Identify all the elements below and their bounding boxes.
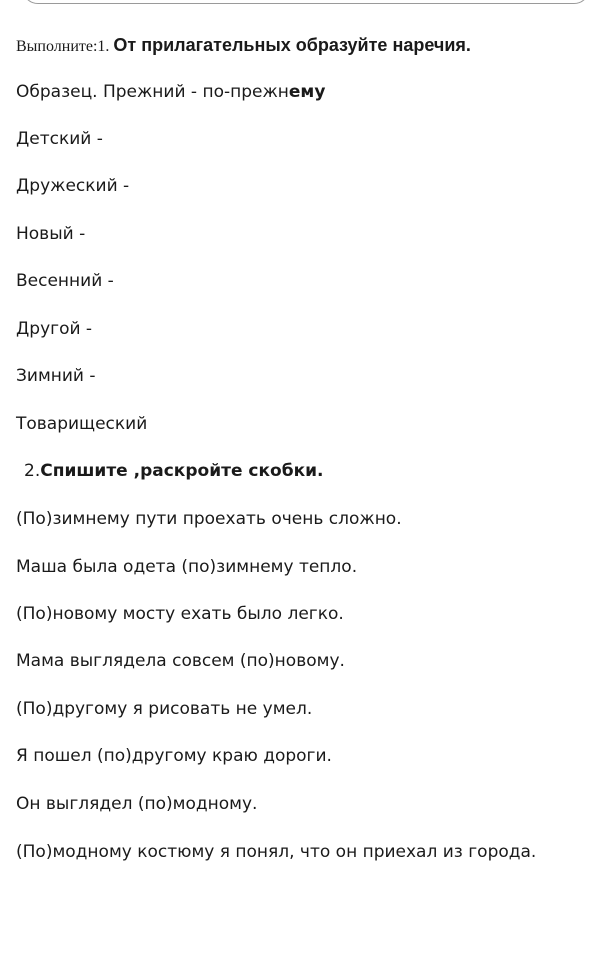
task1-item: Зимний - [16, 366, 96, 386]
task1-example-prefix: Образец. Прежний - по-прежн [16, 82, 289, 102]
task1-item: Детский - [16, 129, 103, 149]
task1-item: Новый - [16, 224, 86, 244]
top-frame-border [22, 0, 590, 4]
task2-sentence: Я пошел (по)другому краю дороги. [16, 746, 332, 766]
task1-example-bold: ему [288, 82, 326, 102]
task2-sentence: (По)модному костюму я понял, что он приехал из города. [16, 842, 537, 862]
task2-sentence: Он выглядел (по)модному. [16, 794, 258, 814]
task2-sentence: (По)другому я рисовать не умел. [16, 699, 313, 719]
task2-number: 2. [24, 461, 41, 481]
task1-item: Товарищеский [16, 414, 148, 434]
task1-title: От прилагательных образуйте наречия. [113, 35, 471, 55]
task2-sentence: Маша была одета (по)зимнему тепло. [16, 557, 358, 577]
task1-item: Другой - [16, 319, 93, 339]
task1-item: Весенний - [16, 271, 114, 291]
task1-heading [16, 34, 471, 58]
task2-sentence: (По)зимнему пути проехать очень сложно. [16, 509, 402, 529]
task2-heading [24, 460, 323, 482]
task2-sentence: Мама выглядела совсем (по)новому. [16, 651, 345, 671]
task2-sentence: (По)новому мосту ехать было легко. [16, 604, 344, 624]
task1-prefix: Выполните:1. [16, 38, 114, 55]
task2-title: Спишите ,раскройте скобки. [40, 461, 324, 481]
task1-item: Дружеский - [16, 176, 130, 196]
task1-example [16, 81, 325, 103]
